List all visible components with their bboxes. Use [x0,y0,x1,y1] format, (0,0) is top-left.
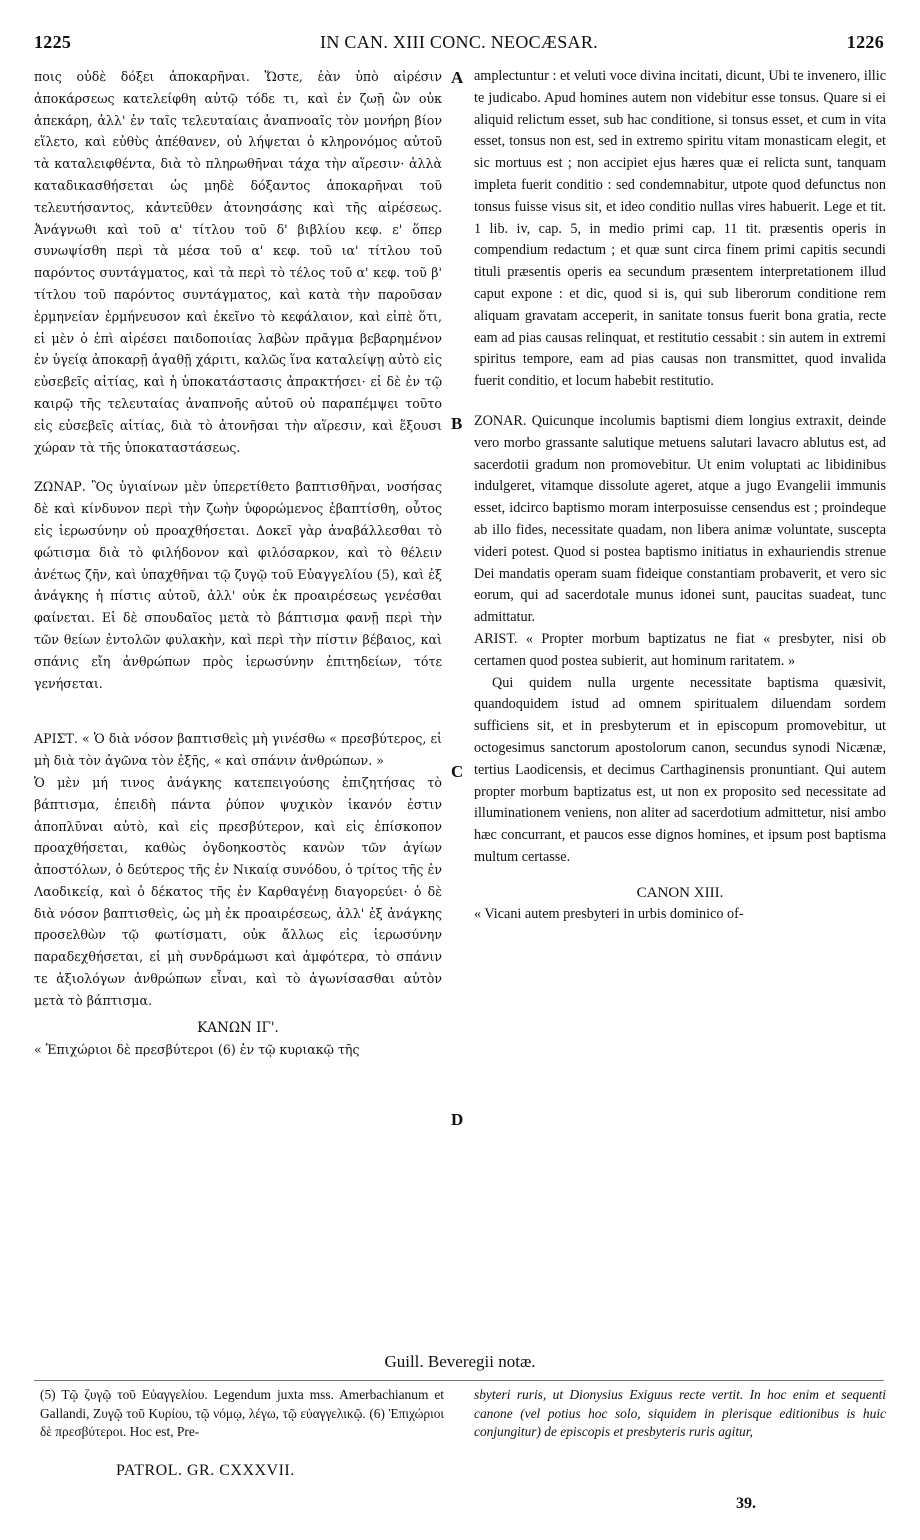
greek-paragraph-commentary: Ὁ μὲν μή τινος ἀνάγκης κατεπειγούσης ἐπιζητήσας τὸ βάπτισμα, ἐπειδὴ πάντα ῥύπον ψυχικὸν ἱκανόν ἐστιν ἀποπλῦναι αὐτὸ, καὶ εἰς πρεσβύτερον, καὶ εἰς ἐπίσκοπον προαχθήσεται, καθὼς ὀγδοηκοστὸς κανὼν τῶν ἁγίων ἀποστόλων, ὁ δεύτερος τῆς ἐν Νικαίᾳ συνόδου, ὁ τρίτος τῆς ἐν Λαοδικείᾳ, καὶ ὁ δέκατος τῆς ἐν Καρθαγένῃ διαγορεύει· ὁ δὲ διὰ νόσον βαπτισθεὶς, ὡς μὴ ἐκ προαιρέσεως, ἀλλ' ἐξ ἀνάγκης προσελθὼν τῷ φωτίσματι, οὐκ ἄλλως εἰς ἱερωσύνην παραδεχθήσεται, εἰ μὴ συνδράμωσι καὶ ἀμφότερα, τὸ σπάνιν τε ἀξιολόγων ἀνθρώπων εἶναι, καὶ τὸ ἀγωνίσασθαι αὐτὸν μετὰ τὸ βάπτισμα. [34,774,442,1008]
signature-mark: 39. [736,1495,756,1512]
latin-canon-text: « Vicani autem presbyteri in urbis dominico of- [474,906,744,923]
greek-column [34,66,442,1061]
section-marker-b: B [451,414,463,433]
section-marker-d: D [451,1110,464,1129]
notes-title: Guill. Beveregii notæ. [384,1352,536,1371]
notes-right [474,1386,886,1442]
latin-paragraph-1: amplectuntur : et veluti voce divina incitati, dicunt, Ubi te invenero, illic te judicabo. Apud homines autem non videbitur esse tonsus. Quare si ei aliquid relictum esset, sub hac conditione, si tonsus esset, et cum in vita esset, tonsus non est, sed in extremo spiritu vitam monasticam elegit, et sic mortuus est ; non accipiet ejus hæres quæ ei relicta sunt, tanquam impleta fuerit conditio : sed condemnabitur, utpote quod defunctus non tonsus fuisse visus sit, et ideo conditio nullas vires habuerit. Lege et tit. 1 lib. iv, cap. 5, in medio primi cap. 11 tit. præsentis operis in compendium redactum ; et quæ sunt circa finem primi capitis secundi tituli præsentis operis ea secundum præsentem interpretationem illud caput expone : et dic, quod si is, qui sub liberorum conditione rem aliquam gravatam acceperit, in sanitate tonsus fuerit bona gratia, recte eam ad pias causas relinquat, et restitutio cessabit : sin autem in extremi spiritus tempore, eam ad pias causas non transmittet, quod invalida fuerit conditio, et locum habebit restitutio. [474,68,886,390]
greek-canon-title: ΚΑΝΩΝ ΙΓ'. [197,1019,279,1036]
greek-paragraph-aristenus: ΑΡΙΣΤ. « Ὁ διὰ νόσον βαπτισθεὶς μὴ γινέσθω « πρεσβύτερος, εἰ μὴ διὰ τὸν ἀγῶνα τὸν ἐξῆς, « καὶ σπάνιν ἀνθρώπων. » [34,731,442,769]
greek-paragraph-zonaras: ΖΩΝΑΡ. Ὃς ὑγιαίνων μὲν ὑπερετίθετο βαπτισθῆναι, νοσήσας δὲ καὶ κίνδυνον περὶ τὴν ζωὴν ὑφορώμενος ἐβαπτίσθη, οὗτος εἰς ἱερωσύνην οὐ προαχθήσεται. Δοκεῖ γὰρ ἀναβάλλεσθαι τὸ φώτισμα διὰ τὸ φιλήδονον καὶ φιλόσαρκον, καὶ τὸ θέλειν ἀνέτως ζῆν, καὶ ὑπαχθῆναι τῷ ζυγῷ τοῦ Εὐαγγελίου (5), καὶ ἐξ ἀνάγκης ἡ πίστις αὐτοῦ, ἀλλ' οὐκ ἐκ προαιρέσεως γενέσθαι φαίνεται. Εἰ δὲ σπουδαῖος μετὰ τὸ βάπτισμα φανῇ περὶ τὴν τῶν θείων ἐντολῶν φυλακὴν, καὶ περὶ τὴν πίστιν βέβαιος, καὶ σπάνις εἴη ἀνθρώπων πρὸς ἱερωσύνην ἐπιτηδείων, τότε γενήσεται. [34,479,442,691]
running-header [34,32,884,60]
greek-canon-text: « Ἐπιχώριοι δὲ πρεσβύτεροι (6) ἐν τῷ κυριακῷ τῆς [34,1042,360,1058]
footnote-text-right: sbyteri ruris, ut Dionysius Exiguus recte vertit. In hoc enim et sequenti canone (vel potius hoc solo, siquidem in plerisque editionibus is huic conjungitur) de episcopis et presbyteris ruris agitur, [474,1387,886,1439]
greek-paragraph-1: ποις οὐδὲ δόξει ἀποκαρῆναι. Ὥστε, ἐὰν ὑπὸ αἱρέσιν ἀποκάρσεως κατελείφθη αὐτῷ τόδε τι, καὶ ἐν ζωῇ ὢν οὐκ ἀπεκάρη, ἀλλ' ἐν ταῖς τελευταίαις ἀναπνοαῖς τὸν μονήρη βίον εἵλετο, καὶ εὐθὺς ἀπέθανεν, οὐ λήψεται ὁ κληρονόμος αὐτοῦ τὰ καταλειφθέντα, διὰ τὸ πληρωθῆναι τάχα τὴν αἵρεσιν· ἀλλὰ καταδικασθήσεται ὡς μηδὲ δόξαντος ἀποκαρῆναι τοῦ τελευτήσαντος, κἀντεῦθεν ἀτονησάσης καὶ τῆς αἱρέσεως. Ἀνάγνωθι καὶ τοῦ α' τίτλου τοῦ δ' βιβλίου κεφ. ε' ὅπερ συνωψίσθη περὶ τὰ μέσα τοῦ α' κεφ. τοῦ ια' τίτλου τοῦ παρόντος συντάγματος, καὶ τὰ περὶ τὸ τέλος τοῦ α' κεφ. τοῦ β' τίτλου τοῦ παρόντος συντάγματος, καὶ κατὰ τὴν παροῦσαν ἑρμηνείαν ἑρμήνευσον καὶ ἐκεῖνο τὸ κεφάλαιον, καὶ εἰπὲ ὅτι, εἰ μὲν ὁ ἐπὶ αἱρέσει παιδοποιίας λαβὼν πρᾶγμα βεβαρημένον ἐν ὑγείᾳ ἀποκαρῇ ἀγαθῇ χάριτι, καλῶς ἵνα καταλείψῃ αὐτὸ εἰς εὐσεβεῖς αἰτίας, καὶ ἡ ὑποκατάστασις ἀπρακτήσει· εἰ δὲ ἐν τῷ καιρῷ τῆς τελευταίας ἀναπνοῆς αὐτοῦ οὐ παραπέμψει τοῦτο εἰς εὐσεβεῖς αἰτίας, διὰ τὸ ἀτονῆσαι τὴν αἵρεσιν, καὶ ἕξουσι χώραν τὰ τῆς ὑποκαταστάσεως. [34,69,442,455]
latin-paragraph-aristenus: ARIST. « Propter morbum baptizatus ne fiat « presbyter, nisi ob certamen quod postea subierit, aut hominum raritatem. » [474,630,886,669]
section-marker-c: C [451,762,464,781]
latin-canon-title: CANON XIII. [636,884,724,901]
notes-left [40,1386,444,1442]
notes-divider [34,1380,884,1381]
page-number-left: 1225 [34,32,72,52]
footer-series-label: PATROL. GR. CXXXVII. [116,1462,295,1479]
section-marker-a: A [451,68,464,87]
footnote-text-left: (5) Τῷ ζυγῷ τοῦ Εὐαγγελίου. Legendum juxta mss. Amerbachianum et Gallandi, Ζυγῷ τοῦ Κυρίου, τῷ νόμῳ, λέγω, τῷ εὐαγγελικῷ. (6) Ἐπιχώριοι δὲ πρεσβύτεροι. Hoc est, Pre- [40,1387,444,1439]
latin-paragraph-zonaras: ZONAR. Quicunque incolumis baptismi diem longius extraxit, deinde vero morbo grassante salutique metuens salutari lavacro ablutus est, ad sacerdotii gradum non promovebitur. Ut enim voluptati ac libidinibus indulgeret, vitamque dissolute ageret, atque a jugo Evangelii immunis esset, idcirco baptismo moram interposuisse censendus est ; proindeque ab illo fides, necessitate quadam, non libera animæ voluntate, suscepta videri potest. Quod si postea baptismo initiatus in exhauriendis strenue Dei mandatis operam suam fideique constantiam probaverit, et vero sic eorum, qui ad sacerdotale munus idonei sunt, paucitas suadeat, tunc admittatur. [474,412,886,626]
running-title: IN CAN. XIII CONC. NEOCÆSAR. [320,32,598,52]
latin-paragraph-commentary: Qui quidem nulla urgente necessitate baptisma quæsivit, quandoquidem istud ad omnem spiritualem diluendam sordem sufficiens sit, et in presbyterum et in episcopum promovebitur, ut octogesimus sanctorum apostolorum canon, secundus synodi Nicænæ, tertius Laodicensis, et decimus Carthaginensis pronuntiant. Qui autem propter morbum baptizatus est, ut non ex proposito sed necessitate ad illuminationem veniens, non aliter ad sacerdotium admittetur, nisi ambo hæc concurrant, et paucos esse dignos homines, et ipsum post baptisma multum certasse. [474,674,886,865]
page-number-right: 1226 [846,32,884,52]
latin-column [474,66,886,926]
